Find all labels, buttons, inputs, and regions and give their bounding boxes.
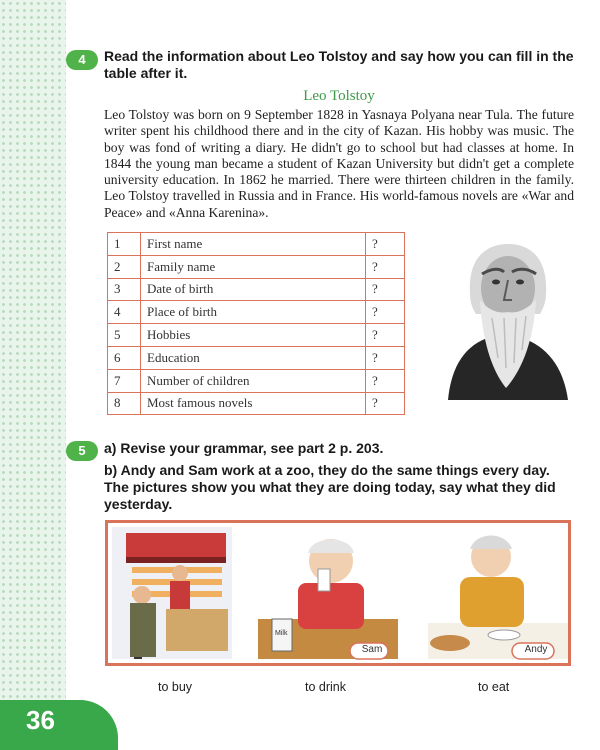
tolstoy-text: Leo Tolstoy was born on 9 September 1828 in Yasnaya Polyana near Tula. The future writer spent his childhood there and in the city of Kazan. His hobby was music. The boy was fond of writing a diary. He didn't go to school but had classes at home. In 1844 the young man became a student of Kazan University but didn't get a complete university education. In 1862 he married. There were thirteen children in the family. Leo Tolstoy travelled in Russia and in France. His world-famous novels are «War and Peace» and «Anna Karenina».: [104, 107, 574, 220]
row-value: ?: [366, 346, 405, 369]
exercise-4-instruction: Read the information about Leo Tolstoy and say how you can fill in the table after it.: [104, 48, 574, 81]
drinking-scene-illustration: [258, 539, 398, 659]
caption-to-drink: to drink: [305, 680, 346, 694]
row-label: First name: [141, 233, 366, 256]
table-row: [108, 346, 405, 369]
row-label: Place of birth: [141, 301, 366, 324]
tolstoy-portrait: [442, 238, 572, 400]
exercise-5-part-a: a) Revise your grammar, see part 2 p. 203.: [104, 440, 384, 456]
sam-name-label: Sam: [361, 644, 383, 655]
table-row: [108, 233, 405, 256]
table-row: [108, 324, 405, 347]
text-title: Leo Tolstoy: [303, 88, 375, 104]
row-number: 8: [108, 392, 141, 415]
row-value: ?: [366, 233, 405, 256]
caption-to-buy: to buy: [158, 680, 193, 694]
row-value: ?: [366, 324, 405, 347]
exercise-5-badge: 5: [66, 441, 98, 461]
andy-name-label: Andy: [524, 644, 548, 655]
exercise-5-part-b: b) Andy and Sam work at a zoo, they do the same things every day. The pictures show you what they are doing today, say what they did yesterday.: [104, 462, 556, 512]
row-label: Number of children: [141, 369, 366, 392]
svg-text:Milk: Milk: [275, 630, 288, 637]
table-row: [108, 301, 405, 324]
table-row: [108, 255, 405, 278]
row-number: 3: [108, 278, 141, 301]
row-label: Hobbies: [141, 324, 366, 347]
row-number: 1: [108, 233, 141, 256]
table-row: [108, 369, 405, 392]
row-number: 5: [108, 324, 141, 347]
row-number: 4: [108, 301, 141, 324]
pictures-frame: [105, 520, 571, 666]
row-label: Most famous novels: [141, 392, 366, 415]
row-value: ?: [366, 392, 405, 415]
row-value: ?: [366, 278, 405, 301]
row-value: ?: [366, 255, 405, 278]
row-number: 2: [108, 255, 141, 278]
table-row: [108, 278, 405, 301]
row-label: Family name: [141, 255, 366, 278]
row-number: 7: [108, 369, 141, 392]
row-value: ?: [366, 301, 405, 324]
table-row: [108, 392, 405, 415]
row-number: 6: [108, 346, 141, 369]
dotted-margin-strip: [0, 0, 66, 750]
exercise-4-badge: 4: [66, 50, 98, 70]
page-number-tab: [0, 700, 118, 750]
info-table: [107, 232, 405, 415]
row-label: Education: [141, 346, 366, 369]
row-value: ?: [366, 369, 405, 392]
shop-scene-illustration: [112, 527, 232, 659]
eating-scene-illustration: [428, 536, 568, 660]
caption-to-eat: to eat: [478, 680, 510, 694]
row-label: Date of birth: [141, 278, 366, 301]
page-number: 36: [26, 705, 55, 735]
